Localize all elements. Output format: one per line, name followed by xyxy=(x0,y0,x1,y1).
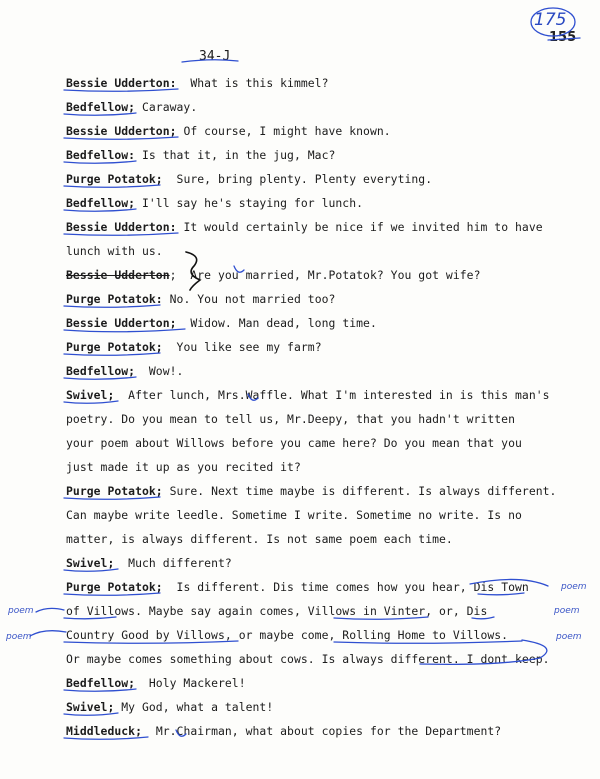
line-text: After lunch, Mrs.Waffle. What I'm interested in is this man's xyxy=(114,388,550,402)
script-line xyxy=(66,604,487,618)
poem-bracket xyxy=(36,608,64,612)
line-text: Sure, bring plenty. Plenty everyting. xyxy=(162,172,433,186)
line-text: Can maybe write leedle. Sometime I write. Sometime no write. Is no xyxy=(66,508,522,522)
line-text: Holy Mackerel! xyxy=(135,676,246,690)
line-text: You like see my farm? xyxy=(162,340,322,354)
line-text: Mr.Chairman, what about copies for the Department? xyxy=(142,724,502,738)
page-subhead: 34-J xyxy=(199,49,231,64)
script-line xyxy=(66,124,391,138)
speaker-name: Bessie Udderton: xyxy=(66,220,177,234)
speaker-name: Bessie Udderton; xyxy=(66,124,177,138)
line-text: Is different. Dis time comes how you hear, Dis Town xyxy=(162,580,529,594)
line-text: Is that it, in the jug, Mac? xyxy=(135,148,336,162)
line-text: What is this kimmel? xyxy=(176,76,329,90)
line-text: Much different? xyxy=(114,556,232,570)
margin-note: poem xyxy=(8,606,34,616)
script-line xyxy=(66,220,543,234)
line-text: ; Are you married, Mr.Potatok? You got wife? xyxy=(169,268,481,282)
script-line xyxy=(66,76,329,90)
speaker-name-struck: Bessie Udderton xyxy=(66,268,170,282)
script-line xyxy=(66,196,363,210)
script-line xyxy=(66,100,197,114)
script-line xyxy=(66,340,322,354)
line-text: Widow. Man dead, long time. xyxy=(176,316,377,330)
margin-note: poem xyxy=(6,632,32,642)
script-line xyxy=(66,556,232,570)
script-line xyxy=(66,652,550,666)
line-text: Sure. Next time maybe is different. Is always different. xyxy=(162,484,557,498)
script-line xyxy=(66,172,432,186)
line-text: It would certainly be nice if we invited him to have xyxy=(176,220,543,234)
line-text: Or maybe comes something about cows. Is always different. I dont keep. xyxy=(66,652,550,666)
margin-note: poem xyxy=(554,606,580,616)
line-text: Of course, I might have known. xyxy=(176,124,391,138)
script-line xyxy=(66,508,522,522)
margin-note: poem xyxy=(561,582,587,592)
speaker-name: Purge Potatok; xyxy=(66,484,163,498)
speaker-name: Purge Potatok; xyxy=(66,172,163,186)
script-line xyxy=(66,724,501,738)
line-text: lunch with us. xyxy=(66,244,163,258)
script-line xyxy=(66,676,246,690)
speaker-name: Swivel; xyxy=(66,700,115,714)
line-text: Country Good by Villows, or maybe come, Rolling Home to Villows. xyxy=(66,628,509,642)
script-line xyxy=(66,460,301,474)
line-text: I'll say he's staying for lunch. xyxy=(135,196,364,210)
script-line xyxy=(66,436,522,450)
line-text: matter, is always different. Is not same poem each time. xyxy=(66,532,453,546)
speaker-name: Bedfellow; xyxy=(66,364,136,378)
script-line xyxy=(66,628,508,642)
line-text: No. You not married too? xyxy=(162,292,336,306)
script-line xyxy=(66,268,480,282)
speaker-name: Bessie Udderton; xyxy=(66,316,177,330)
speaker-name: Purge Potatok; xyxy=(66,580,163,594)
line-text: Caraway. xyxy=(135,100,198,114)
script-line xyxy=(66,412,515,426)
speaker-name: Bedfellow; xyxy=(66,676,136,690)
script-line xyxy=(66,580,529,594)
script-line xyxy=(66,484,556,498)
typed-page-number: 155 xyxy=(549,30,577,45)
speaker-name: Bedfellow; xyxy=(66,196,136,210)
script-line xyxy=(66,700,273,714)
speaker-name: Swivel; xyxy=(66,556,115,570)
script-line xyxy=(66,292,335,306)
speaker-name: Bessie Udderton: xyxy=(66,76,177,90)
line-text: just made it up as you recited it? xyxy=(66,460,301,474)
line-text: Wow!. xyxy=(135,364,184,378)
script-line xyxy=(66,244,163,258)
margin-note: poem xyxy=(556,632,582,642)
speaker-name: Bedfellow; xyxy=(66,100,136,114)
poem-bracket xyxy=(30,631,66,636)
speaker-name: Purge Potatok: xyxy=(66,292,163,306)
script-line xyxy=(66,388,550,402)
line-text: poetry. Do you mean to tell us, Mr.Deepy, that you hadn't written xyxy=(66,412,516,426)
speaker-name: Bedfellow: xyxy=(66,148,136,162)
script-line xyxy=(66,148,335,162)
line-text: My God, what a talent! xyxy=(114,700,274,714)
line-text: your poem about Willows before you came here? Do you mean that you xyxy=(66,436,522,450)
speaker-name: Swivel; xyxy=(66,388,115,402)
speaker-name: Purge Potatok; xyxy=(66,340,163,354)
line-text: of Villows. Maybe say again comes, Villows in Vinter, or, Dis xyxy=(66,604,488,618)
speaker-name: Middleduck; xyxy=(66,724,142,738)
handwritten-page-number: 175 xyxy=(534,10,567,30)
script-line xyxy=(66,364,183,378)
script-line xyxy=(66,316,377,330)
script-line xyxy=(66,532,453,546)
